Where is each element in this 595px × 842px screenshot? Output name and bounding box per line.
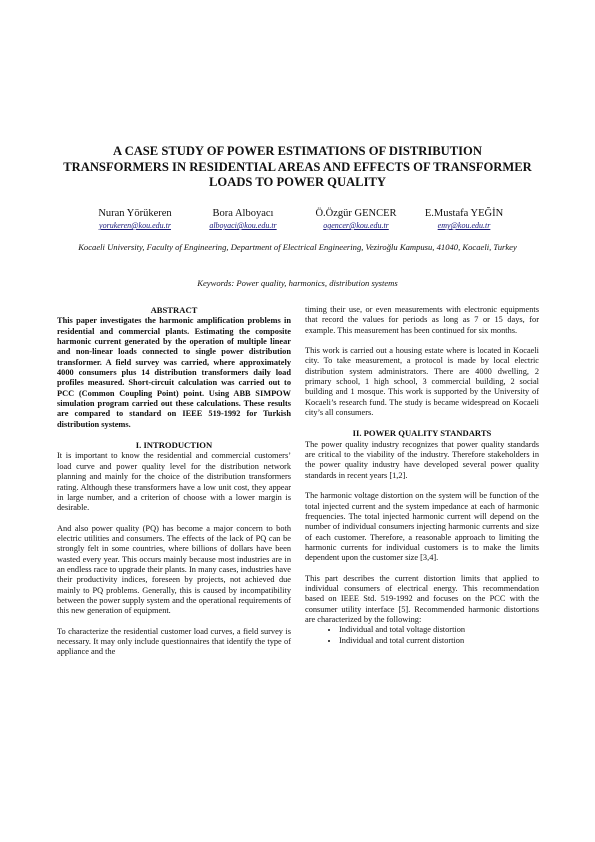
paragraph: And also power quality (PQ) has become a major concern to both electric utilities and consumers. The effects of the lack of PQ can be strongly felt in some countries, where billions of dollars have been wasted every year. This occurs mainly because most industries are in an endless race to upgrade their plants. In many cases, industries have their productivity indices, foreseen by projects, not achieved due mainly to PQ problems. Generally, this is caused by incompatibility between the power supply system and the operational requirements of this new generation of equipment. <box>57 523 291 616</box>
author-list <box>0 208 595 238</box>
author-name: E.Mustafa YEĞİN <box>424 208 504 219</box>
paragraph: This part describes the current distortion limits that applied to individual consumers of electrical energy. This recommendation based on IEEE Std. 519-1992 and focuses on the PCC with the consumer utility interface [5]. Recommended harmonic distortions are characterized by the following: <box>305 573 539 624</box>
paragraph: To characterize the residential customer load curves, a field survey is necessary. It may only include questionnaires that identify the type of appliance and the <box>57 626 291 657</box>
paragraph: It is important to know the residential and commercial customers’ load curve and power quality level for the distribution network planning and mainly for the choice of the distribution transformers rating. Although these transformers have a low unit cost, they appear in large number, and a criterion of choose with a lower margin is desirable. <box>57 451 291 513</box>
author-block <box>399 208 529 230</box>
section-heading: II. POWER QUALITY STANDARTS <box>352 428 492 439</box>
author-email-link[interactable]: emy@kou.edu.tr <box>437 221 491 230</box>
paragraph: timing their use, or even measurements with electronic equipments that record the values for periods as long as 7 or 15 days, for example. This measurement has been continued for six months. <box>305 305 539 335</box>
paragraph: This work is carried out a housing estate where is located in Kocaeli city. To take measurement, a protocol is made by local electric distribution system administrators. There are 4000 dwelling, 2 primary school, 1 high school, 3 commercial building, 2 social building and 1 mosque. This work is supported by the University of Kocaeli’s research fund. The study is became widespread on Kocaeli city’s all consumers. <box>305 346 539 418</box>
author-email-link[interactable]: yorukeren@kou.edu.tr <box>99 221 171 230</box>
introduction-heading: I. INTRODUCTION <box>135 440 213 451</box>
author-name: Bora Alboyacı <box>212 208 274 219</box>
author-block <box>178 208 308 230</box>
bullet-list <box>305 625 539 646</box>
abstract-text: This paper investigates the harmonic amplification problems in residential and commercial plants. Estimating the composite harmonic current generated by the operation of multiple linear and non-linear loads connected to single power distribution transformer. A field survey was carried, where approximately 4000 consumers plus 14 distribution transformers daily load profiles measured. Short-circuit calculation was carried out to PCC (Common Coupling Point) point. Using ABB SIMPOW simulation program carried out these calculations. These results are compared to standard on IEEE 519-1992 for Turkish distribution systems. <box>57 316 291 429</box>
author-name: Ö.Özgür GENCER <box>315 208 397 219</box>
list-item: • Individual and total current distortion <box>339 636 539 646</box>
right-column <box>305 305 539 646</box>
paragraph: The power quality industry recognizes that power quality standards are critical to the viability of the industry. Therefore stakeholders in the power quality industry have developed several power quality standards in recent years [1,2]. <box>305 439 539 480</box>
paper-title: A CASE STUDY OF POWER ESTIMATIONS OF DISTRIBUTION TRANSFORMERS IN RESIDENTIAL AREAS AND EFFECTS OF TRANSFORMER LOADS TO POWER QUALITY <box>63 144 532 189</box>
affiliation: Kocaeli University, Faculty of Engineering, Department of Electrical Engineering, Veziroğlu Kampusu, 41040, Kocaeli, Turkey <box>78 242 517 252</box>
abstract-heading: ABSTRACT <box>150 305 198 315</box>
author-email-link[interactable]: ogencer@kou.edu.tr <box>323 221 389 230</box>
list-item: • Individual and total voltage distortion <box>339 625 539 635</box>
author-email-link[interactable]: alboyaci@kou.edu.tr <box>209 221 277 230</box>
keywords: Keywords: Power quality, harmonics, distribution systems <box>197 278 398 288</box>
paragraph: The harmonic voltage distortion on the system will be function of the total injected current and the system impedance at each of harmonic frequencies. The total injected harmonic current will depend on the number of individual consumers injecting harmonic currents and size of each customer. Therefore, a reasonable approach to limiting the harmonic currents for individual customers is to make the limits dependent upon the customer size [3,4]. <box>305 491 539 563</box>
author-name: Nuran Yörükeren <box>98 208 172 219</box>
left-column <box>57 305 291 668</box>
